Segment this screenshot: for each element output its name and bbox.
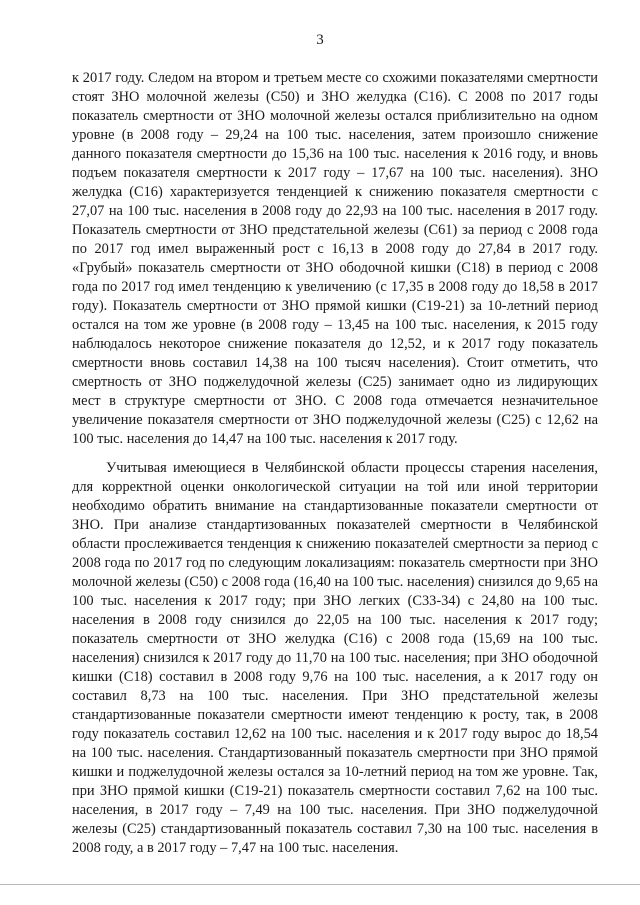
- page-number: 3: [316, 32, 324, 48]
- paragraph-mortality-by-localization: к 2017 году. Следом на втором и третьем месте со схожими показателями смертности стоят ЗНО молочной железы (С50) и ЗНО желудка (С16). С 2008 по 2017 годы показатель смертности от ЗНО молочной железы остался приблизительно на одном уровне (в 2008 году – 29,24 на 100 тыс. населения, затем произошло снижение данного показателя смертности до 15,36 на 100 тыс. населения к 2016 году, и вновь подъем показателя смертности к 2017 году – 17,67 на 100 тыс. населения). ЗНО желудка (С16) характеризуется тенденцией к снижению показателя смертности с 27,07 на 100 тыс. населения в 2008 году до 22,93 на 100 тыс. населения в 2017 году. Показатель смертности от ЗНО предстательной железы (С61) за период с 2008 года по 2017 год имел выраженный рост с 16,13 в 2008 году до 27,84 в 2017 году. «Грубый» показатель смертности от ЗНО ободочной кишки (С18) в период с 2008 года по 2017 год имел тенденцию к увеличению (с 17,35 в 2008 году до 18,58 в 2017 году). Показатель смертности от ЗНО прямой кишки (С19-21) за 10-летний период остался на том же уровне (в 2008 году – 13,45 на 100 тыс. населения, к 2015 году наблюдалось некоторое снижение показателя до 12,52, и к 2017 году показатель смертности вновь составил 14,38 на 100 тысяч населения). Стоит отметить, что смертность от ЗНО поджелудочной железы (С25) занимает одно из лидирующих мест в структуре смертности от ЗНО. С 2008 года отмечается незначительное увеличение показателя смертности от ЗНО поджелудочной железы (С25) с 12,62 на 100 тыс. населения до 14,47 на 100 тыс. населения к 2017 году.: [72, 70, 598, 447]
- paragraph-standardized-mortality: Учитывая имеющиеся в Челябинской области процессы старения населения, для корректной оценки онкологической ситуации на той или иной территории необходимо обратить внимание на стандартизованные показатели смертности от ЗНО. При анализе стандартизованных показателей смертности в Челябинской области прослеживается тенденция к снижению показателей смертности за период с 2008 года по 2017 год по следующим локализациям: показатель смертности при ЗНО молочной железы (С50) с 2008 года (16,40 на 100 тыс. населения) снизился до 9,65 на 100 тыс. населения к 2017 году; при ЗНО легких (С33-34) с 24,80 на 100 тыс. населения в 2008 году снизился до 22,05 на 100 тыс. населения к 2017 году; показатель смертности от ЗНО желудка (С16) с 2008 года (15,69 на 100 тыс. населения) снизился к 2017 году до 11,70 на 100 тыс. населения; при ЗНО ободочной кишки (С18) составил в 2008 году 9,76 на 100 тыс. населения, а к 2017 году он составил 8,73 на 100 тыс. населения. При ЗНО предстательной железы стандартизованные показатели смертности имеют тенденцию к росту, так, в 2008 году показатель составил 12,62 на 100 тыс. населения и к 2017 году вырос до 18,54 на 100 тыс. населения. Стандартизованный показатель смертности при ЗНО прямой кишки и поджелудочной железы остался за 10-летний период на том же уровне. Так, при ЗНО прямой кишки (С19-21) показатель смертности составил 7,62 на 100 тыс. населения, в 2017 году – 7,49 на 100 тыс. населения. При ЗНО поджелудочной железы (С25) стандартизованный показатель составил 7,30 на 100 тыс. населения в 2008 году, а в 2017 году – 7,47 на 100 тыс. населения.: [72, 460, 598, 856]
- scan-edge-divider: [0, 884, 640, 885]
- document-body: [72, 69, 598, 858]
